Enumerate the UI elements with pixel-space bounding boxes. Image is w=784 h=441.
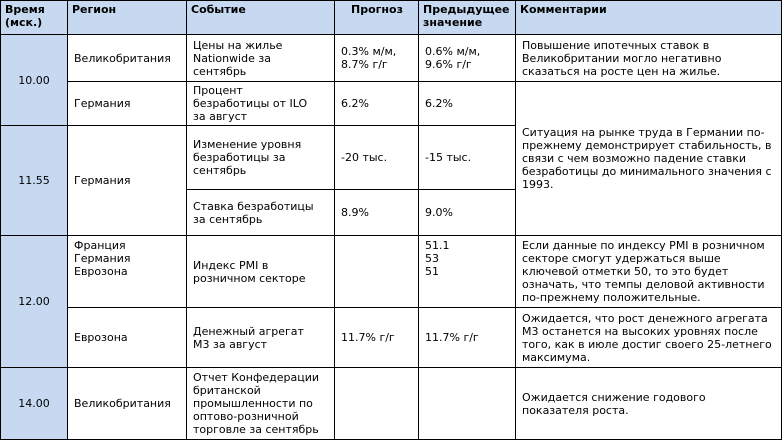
region-cell: Великобритания — [68, 368, 187, 440]
table-row — [1, 35, 782, 82]
region-cell: Еврозона — [68, 308, 187, 368]
forecast-cell: -20 тыс. — [335, 126, 419, 190]
comment-cell: Если данные по индексу PMI в розничном секторе смогут удержаться выше ключевой отметки 50, то это будет означать, что темпы деловой активности по-прежнему положительные. — [516, 236, 782, 308]
time-cell: 14.00 — [1, 368, 68, 440]
previous-cell: -15 тыс. — [419, 126, 516, 190]
event-cell: Ставка безработицы за сентябрь — [187, 190, 335, 236]
table-row — [1, 236, 782, 308]
comment-cell: Ситуация на рынке труда в Германии по-прежнему демонстрирует стабильность, в связи с чем возможно падение ставки безработицы до минимального значения с 1993. — [516, 82, 782, 236]
header-previous: Предыдущее значение — [419, 1, 516, 35]
region-cell: Германия — [68, 126, 187, 236]
previous-cell: 51.1 53 51 — [419, 236, 516, 308]
time-cell: 10.00 — [1, 35, 68, 126]
header-region: Регион — [68, 1, 187, 35]
forecast-cell — [335, 236, 419, 308]
forecast-cell: 11.7% г/г — [335, 308, 419, 368]
event-cell: Денежный агрегат М3 за август — [187, 308, 335, 368]
comment-cell: Повышение ипотечных ставок в Великобритании могло негативно сказаться на росте цен на жилье. — [516, 35, 782, 82]
event-cell: Индекс PMI в розничном секторе — [187, 236, 335, 308]
previous-cell — [419, 368, 516, 440]
previous-cell: 6.2% — [419, 82, 516, 126]
header-event: Событие — [187, 1, 335, 35]
event-cell: Цены на жилье Nationwide за сентябрь — [187, 35, 335, 82]
region-cell: Германия — [68, 82, 187, 126]
comment-cell: Ожидается, что рост денежного агрегата М3 останется на высоких уровнях после того, как в июле достиг своего 25-летнего максимума. — [516, 308, 782, 368]
header-time: Время (мск.) — [1, 1, 68, 35]
previous-cell: 0.6% м/м, 9.6% г/г — [419, 35, 516, 82]
header-forecast: Прогноз — [335, 1, 419, 35]
time-cell: 11.55 — [1, 126, 68, 236]
event-cell: Отчет Конфедерации британской промышленности по оптово-розничной торговле за сентябрь — [187, 368, 335, 440]
table-row — [1, 82, 782, 126]
previous-cell: 11.7% г/г — [419, 308, 516, 368]
region-cell: Франция Германия Еврозона — [68, 236, 187, 308]
comment-cell: Ожидается снижение годового показателя роста. — [516, 368, 782, 440]
time-cell: 12.00 — [1, 236, 68, 368]
header-row — [1, 1, 782, 35]
previous-cell: 9.0% — [419, 190, 516, 236]
forecast-cell: 0.3% м/м, 8.7% г/г — [335, 35, 419, 82]
event-cell: Процент безработицы от ILO за август — [187, 82, 335, 126]
forecast-cell: 8.9% — [335, 190, 419, 236]
table-row — [1, 308, 782, 368]
region-cell: Великобритания — [68, 35, 187, 82]
table-row — [1, 368, 782, 440]
header-comments: Комментарии — [516, 1, 782, 35]
forecast-cell — [335, 368, 419, 440]
event-cell: Изменение уровня безработицы за сентябрь — [187, 126, 335, 190]
forecast-cell: 6.2% — [335, 82, 419, 126]
